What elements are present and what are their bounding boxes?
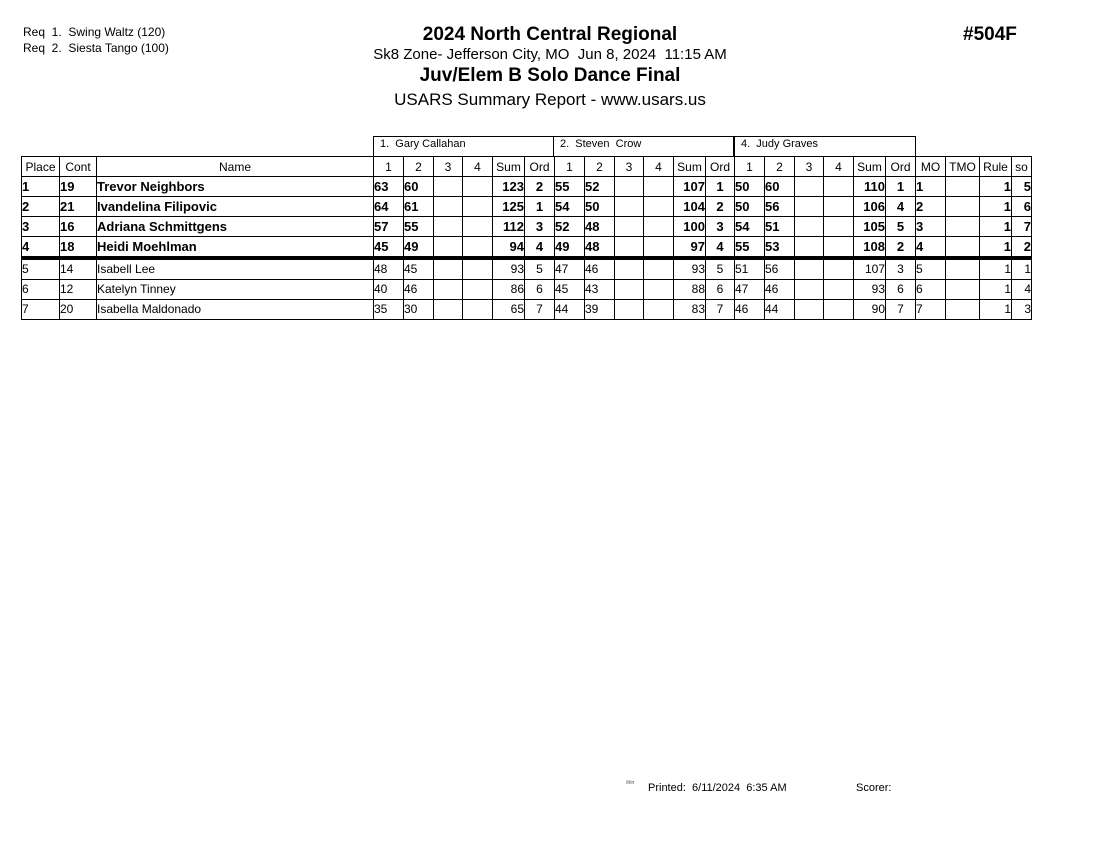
j3-score-4: [824, 177, 854, 197]
j2-sum: 97: [674, 237, 706, 259]
j2-sum: 100: [674, 217, 706, 237]
j3-score-1: 50: [735, 177, 765, 197]
j3-score-2: 53: [765, 237, 795, 259]
j3-sum: 110: [854, 177, 886, 197]
j1-score-1: 48: [374, 258, 404, 280]
table-row: [22, 280, 1032, 300]
j3-score-2: 56: [765, 258, 795, 280]
j3-sum: 105: [854, 217, 886, 237]
j3-sum: 93: [854, 280, 886, 300]
rule-cell: 1: [980, 217, 1012, 237]
col-j1-3: 3: [434, 157, 463, 177]
j2-ord: 7: [706, 300, 735, 320]
col-j3-1: 1: [735, 157, 765, 177]
j1-sum: 123: [493, 177, 525, 197]
j1-score-4: [463, 258, 493, 280]
j1-score-3: [434, 197, 463, 217]
j1-sum: 93: [493, 258, 525, 280]
j1-score-4: [463, 300, 493, 320]
j2-ord: 5: [706, 258, 735, 280]
col-name: Name: [97, 157, 374, 177]
j3-ord: 3: [886, 258, 916, 280]
skater-name: Katelyn Tinney: [97, 280, 374, 300]
col-j1-1: 1: [374, 157, 404, 177]
requirement-1: Req 1. Swing Waltz (120): [23, 25, 166, 39]
judge-3-header: 4. Judy Graves: [734, 136, 916, 156]
j3-score-3: [795, 177, 824, 197]
j2-score-4: [644, 300, 674, 320]
j2-score-2: 48: [585, 217, 615, 237]
j3-score-1: 55: [735, 237, 765, 259]
skater-name: Isabella Maldonado: [97, 300, 374, 320]
j1-sum: 86: [493, 280, 525, 300]
j3-score-4: [824, 197, 854, 217]
place-cell: 6: [22, 280, 60, 300]
j3-ord: 6: [886, 280, 916, 300]
j3-score-1: 54: [735, 217, 765, 237]
judge-2-header: 2. Steven Crow: [553, 136, 734, 156]
j3-ord: 5: [886, 217, 916, 237]
col-j3-3: 3: [795, 157, 824, 177]
j2-ord: 3: [706, 217, 735, 237]
j1-score-2: 46: [404, 280, 434, 300]
j1-score-2: 49: [404, 237, 434, 259]
j3-score-3: [795, 217, 824, 237]
tmo-cell: [946, 258, 980, 280]
place-cell: 2: [22, 197, 60, 217]
table-row: [22, 237, 1032, 259]
j3-ord: 2: [886, 237, 916, 259]
col-rule: Rule: [980, 157, 1012, 177]
requirement-2: Req 2. Siesta Tango (100): [23, 41, 169, 55]
skater-name: Heidi Moehlman: [97, 237, 374, 259]
j1-score-1: 40: [374, 280, 404, 300]
j2-ord: 1: [706, 177, 735, 197]
j1-score-3: [434, 217, 463, 237]
skater-name: Ivandelina Filipovic: [97, 197, 374, 217]
col-j3-2: 2: [765, 157, 795, 177]
mo-cell: 5: [916, 258, 946, 280]
j2-score-4: [644, 177, 674, 197]
j2-sum: 83: [674, 300, 706, 320]
table-row: [22, 177, 1032, 197]
tmo-cell: [946, 300, 980, 320]
j1-ord: 1: [525, 197, 555, 217]
place-cell: 1: [22, 177, 60, 197]
j2-score-3: [615, 197, 644, 217]
j1-ord: 3: [525, 217, 555, 237]
j3-score-1: 51: [735, 258, 765, 280]
j1-ord: 6: [525, 280, 555, 300]
so-cell: 4: [1012, 280, 1032, 300]
tmo-cell: [946, 280, 980, 300]
col-j1-4: 4: [463, 157, 493, 177]
cont-cell: 16: [60, 217, 97, 237]
j2-score-1: 54: [555, 197, 585, 217]
table-row: [22, 217, 1032, 237]
j3-ord: 7: [886, 300, 916, 320]
j1-score-4: [463, 197, 493, 217]
table-row: [22, 258, 1032, 280]
venue-date: Sk8 Zone- Jefferson City, MO Jun 8, 2024 11:15 AM: [373, 46, 727, 63]
j3-score-4: [824, 237, 854, 259]
j2-ord: 4: [706, 237, 735, 259]
mo-cell: 3: [916, 217, 946, 237]
j3-score-1: 46: [735, 300, 765, 320]
so-cell: 6: [1012, 197, 1032, 217]
col-so: so: [1012, 157, 1032, 177]
j3-score-4: [824, 280, 854, 300]
j2-score-4: [644, 237, 674, 259]
cont-cell: 18: [60, 237, 97, 259]
skater-name: Adriana Schmittgens: [97, 217, 374, 237]
j1-score-3: [434, 258, 463, 280]
j2-score-1: 52: [555, 217, 585, 237]
results-table: [21, 156, 1032, 320]
j3-score-4: [824, 258, 854, 280]
report-title: USARS Summary Report - www.usars.us: [394, 90, 706, 109]
skater-name: Isabell Lee: [97, 258, 374, 280]
col-j2-ord: Ord: [706, 157, 735, 177]
so-cell: 7: [1012, 217, 1032, 237]
tmo-cell: [946, 217, 980, 237]
col-j2-4: 4: [644, 157, 674, 177]
mo-cell: 2: [916, 197, 946, 217]
col-tmo: TMO: [946, 157, 980, 177]
j1-score-2: 30: [404, 300, 434, 320]
j3-score-2: 51: [765, 217, 795, 237]
mo-cell: 1: [916, 177, 946, 197]
tmo-cell: [946, 237, 980, 259]
j2-sum: 107: [674, 177, 706, 197]
j1-score-4: [463, 237, 493, 259]
j2-score-3: [615, 217, 644, 237]
j2-score-3: [615, 177, 644, 197]
j1-sum: 65: [493, 300, 525, 320]
col-j1-sum: Sum: [493, 157, 525, 177]
header-row: [22, 157, 1032, 177]
j2-score-3: [615, 258, 644, 280]
tmo-cell: [946, 177, 980, 197]
event-title: Juv/Elem B Solo Dance Final: [419, 65, 681, 86]
place-cell: 5: [22, 258, 60, 280]
j2-score-3: [615, 280, 644, 300]
j1-score-3: [434, 237, 463, 259]
j2-score-1: 47: [555, 258, 585, 280]
cont-cell: 12: [60, 280, 97, 300]
j1-score-1: 63: [374, 177, 404, 197]
mo-cell: 7: [916, 300, 946, 320]
j2-ord: 2: [706, 197, 735, 217]
rule-cell: 1: [980, 237, 1012, 259]
j2-score-3: [615, 237, 644, 259]
j1-score-1: 35: [374, 300, 404, 320]
col-j3-4: 4: [824, 157, 854, 177]
j2-score-4: [644, 280, 674, 300]
j3-score-1: 50: [735, 197, 765, 217]
judge-1-header: 1. Gary Callahan: [373, 136, 554, 156]
j3-score-3: [795, 258, 824, 280]
col-j3-ord: Ord: [886, 157, 916, 177]
col-j1-ord: Ord: [525, 157, 555, 177]
cont-cell: 19: [60, 177, 97, 197]
j3-score-1: 47: [735, 280, 765, 300]
j3-score-2: 44: [765, 300, 795, 320]
rule-cell: 1: [980, 197, 1012, 217]
j3-score-3: [795, 280, 824, 300]
rule-cell: 1: [980, 177, 1012, 197]
j2-score-2: 50: [585, 197, 615, 217]
table-row: [22, 197, 1032, 217]
j2-score-1: 49: [555, 237, 585, 259]
printed-timestamp: Printed: 6/11/2024 6:35 AM: [648, 782, 787, 794]
j2-ord: 6: [706, 280, 735, 300]
col-j3-sum: Sum: [854, 157, 886, 177]
j3-score-2: 56: [765, 197, 795, 217]
j1-score-3: [434, 280, 463, 300]
j3-score-4: [824, 217, 854, 237]
cont-cell: 20: [60, 300, 97, 320]
rule-cell: 1: [980, 300, 1012, 320]
j3-score-3: [795, 197, 824, 217]
j2-score-2: 52: [585, 177, 615, 197]
j3-score-3: [795, 237, 824, 259]
j1-score-3: [434, 177, 463, 197]
place-cell: 7: [22, 300, 60, 320]
footer-code: ²³¹⁵: [626, 781, 635, 787]
j1-score-2: 45: [404, 258, 434, 280]
j3-score-2: 60: [765, 177, 795, 197]
j2-score-1: 45: [555, 280, 585, 300]
j1-score-2: 61: [404, 197, 434, 217]
competition-title: 2024 North Central Regional: [422, 24, 678, 45]
place-cell: 3: [22, 217, 60, 237]
col-place: Place: [22, 157, 60, 177]
table-row: [22, 300, 1032, 320]
skater-name: Trevor Neighbors: [97, 177, 374, 197]
j1-sum: 112: [493, 217, 525, 237]
j1-score-2: 60: [404, 177, 434, 197]
col-j2-sum: Sum: [674, 157, 706, 177]
col-mo: MO: [916, 157, 946, 177]
col-j2-2: 2: [585, 157, 615, 177]
cont-cell: 21: [60, 197, 97, 217]
col-j2-3: 3: [615, 157, 644, 177]
j1-score-1: 57: [374, 217, 404, 237]
j2-score-3: [615, 300, 644, 320]
j1-score-3: [434, 300, 463, 320]
j1-ord: 4: [525, 237, 555, 259]
j1-score-1: 64: [374, 197, 404, 217]
scorer-label: Scorer:: [856, 782, 892, 794]
so-cell: 1: [1012, 258, 1032, 280]
cont-cell: 14: [60, 258, 97, 280]
j2-sum: 104: [674, 197, 706, 217]
j2-score-4: [644, 197, 674, 217]
j3-ord: 1: [886, 177, 916, 197]
j2-score-4: [644, 258, 674, 280]
j1-sum: 125: [493, 197, 525, 217]
j2-score-2: 48: [585, 237, 615, 259]
j1-score-2: 55: [404, 217, 434, 237]
place-cell: 4: [22, 237, 60, 259]
j3-sum: 107: [854, 258, 886, 280]
so-cell: 5: [1012, 177, 1032, 197]
j1-score-4: [463, 280, 493, 300]
j2-score-2: 43: [585, 280, 615, 300]
so-cell: 3: [1012, 300, 1032, 320]
j2-sum: 93: [674, 258, 706, 280]
j1-score-1: 45: [374, 237, 404, 259]
j1-ord: 5: [525, 258, 555, 280]
j1-ord: 7: [525, 300, 555, 320]
mo-cell: 4: [916, 237, 946, 259]
col-j1-2: 2: [404, 157, 434, 177]
j3-sum: 108: [854, 237, 886, 259]
j2-score-2: 39: [585, 300, 615, 320]
j2-sum: 88: [674, 280, 706, 300]
col-cont: Cont: [60, 157, 97, 177]
so-cell: 2: [1012, 237, 1032, 259]
j1-sum: 94: [493, 237, 525, 259]
j3-score-4: [824, 300, 854, 320]
j1-score-4: [463, 177, 493, 197]
j2-score-2: 46: [585, 258, 615, 280]
rule-cell: 1: [980, 258, 1012, 280]
j3-sum: 106: [854, 197, 886, 217]
rule-cell: 1: [980, 280, 1012, 300]
tmo-cell: [946, 197, 980, 217]
j3-sum: 90: [854, 300, 886, 320]
col-j2-1: 1: [555, 157, 585, 177]
mo-cell: 6: [916, 280, 946, 300]
event-number: #504F: [963, 24, 1017, 45]
j3-ord: 4: [886, 197, 916, 217]
j3-score-2: 46: [765, 280, 795, 300]
j2-score-1: 44: [555, 300, 585, 320]
j3-score-3: [795, 300, 824, 320]
j2-score-1: 55: [555, 177, 585, 197]
j1-score-4: [463, 217, 493, 237]
j1-ord: 2: [525, 177, 555, 197]
j2-score-4: [644, 217, 674, 237]
